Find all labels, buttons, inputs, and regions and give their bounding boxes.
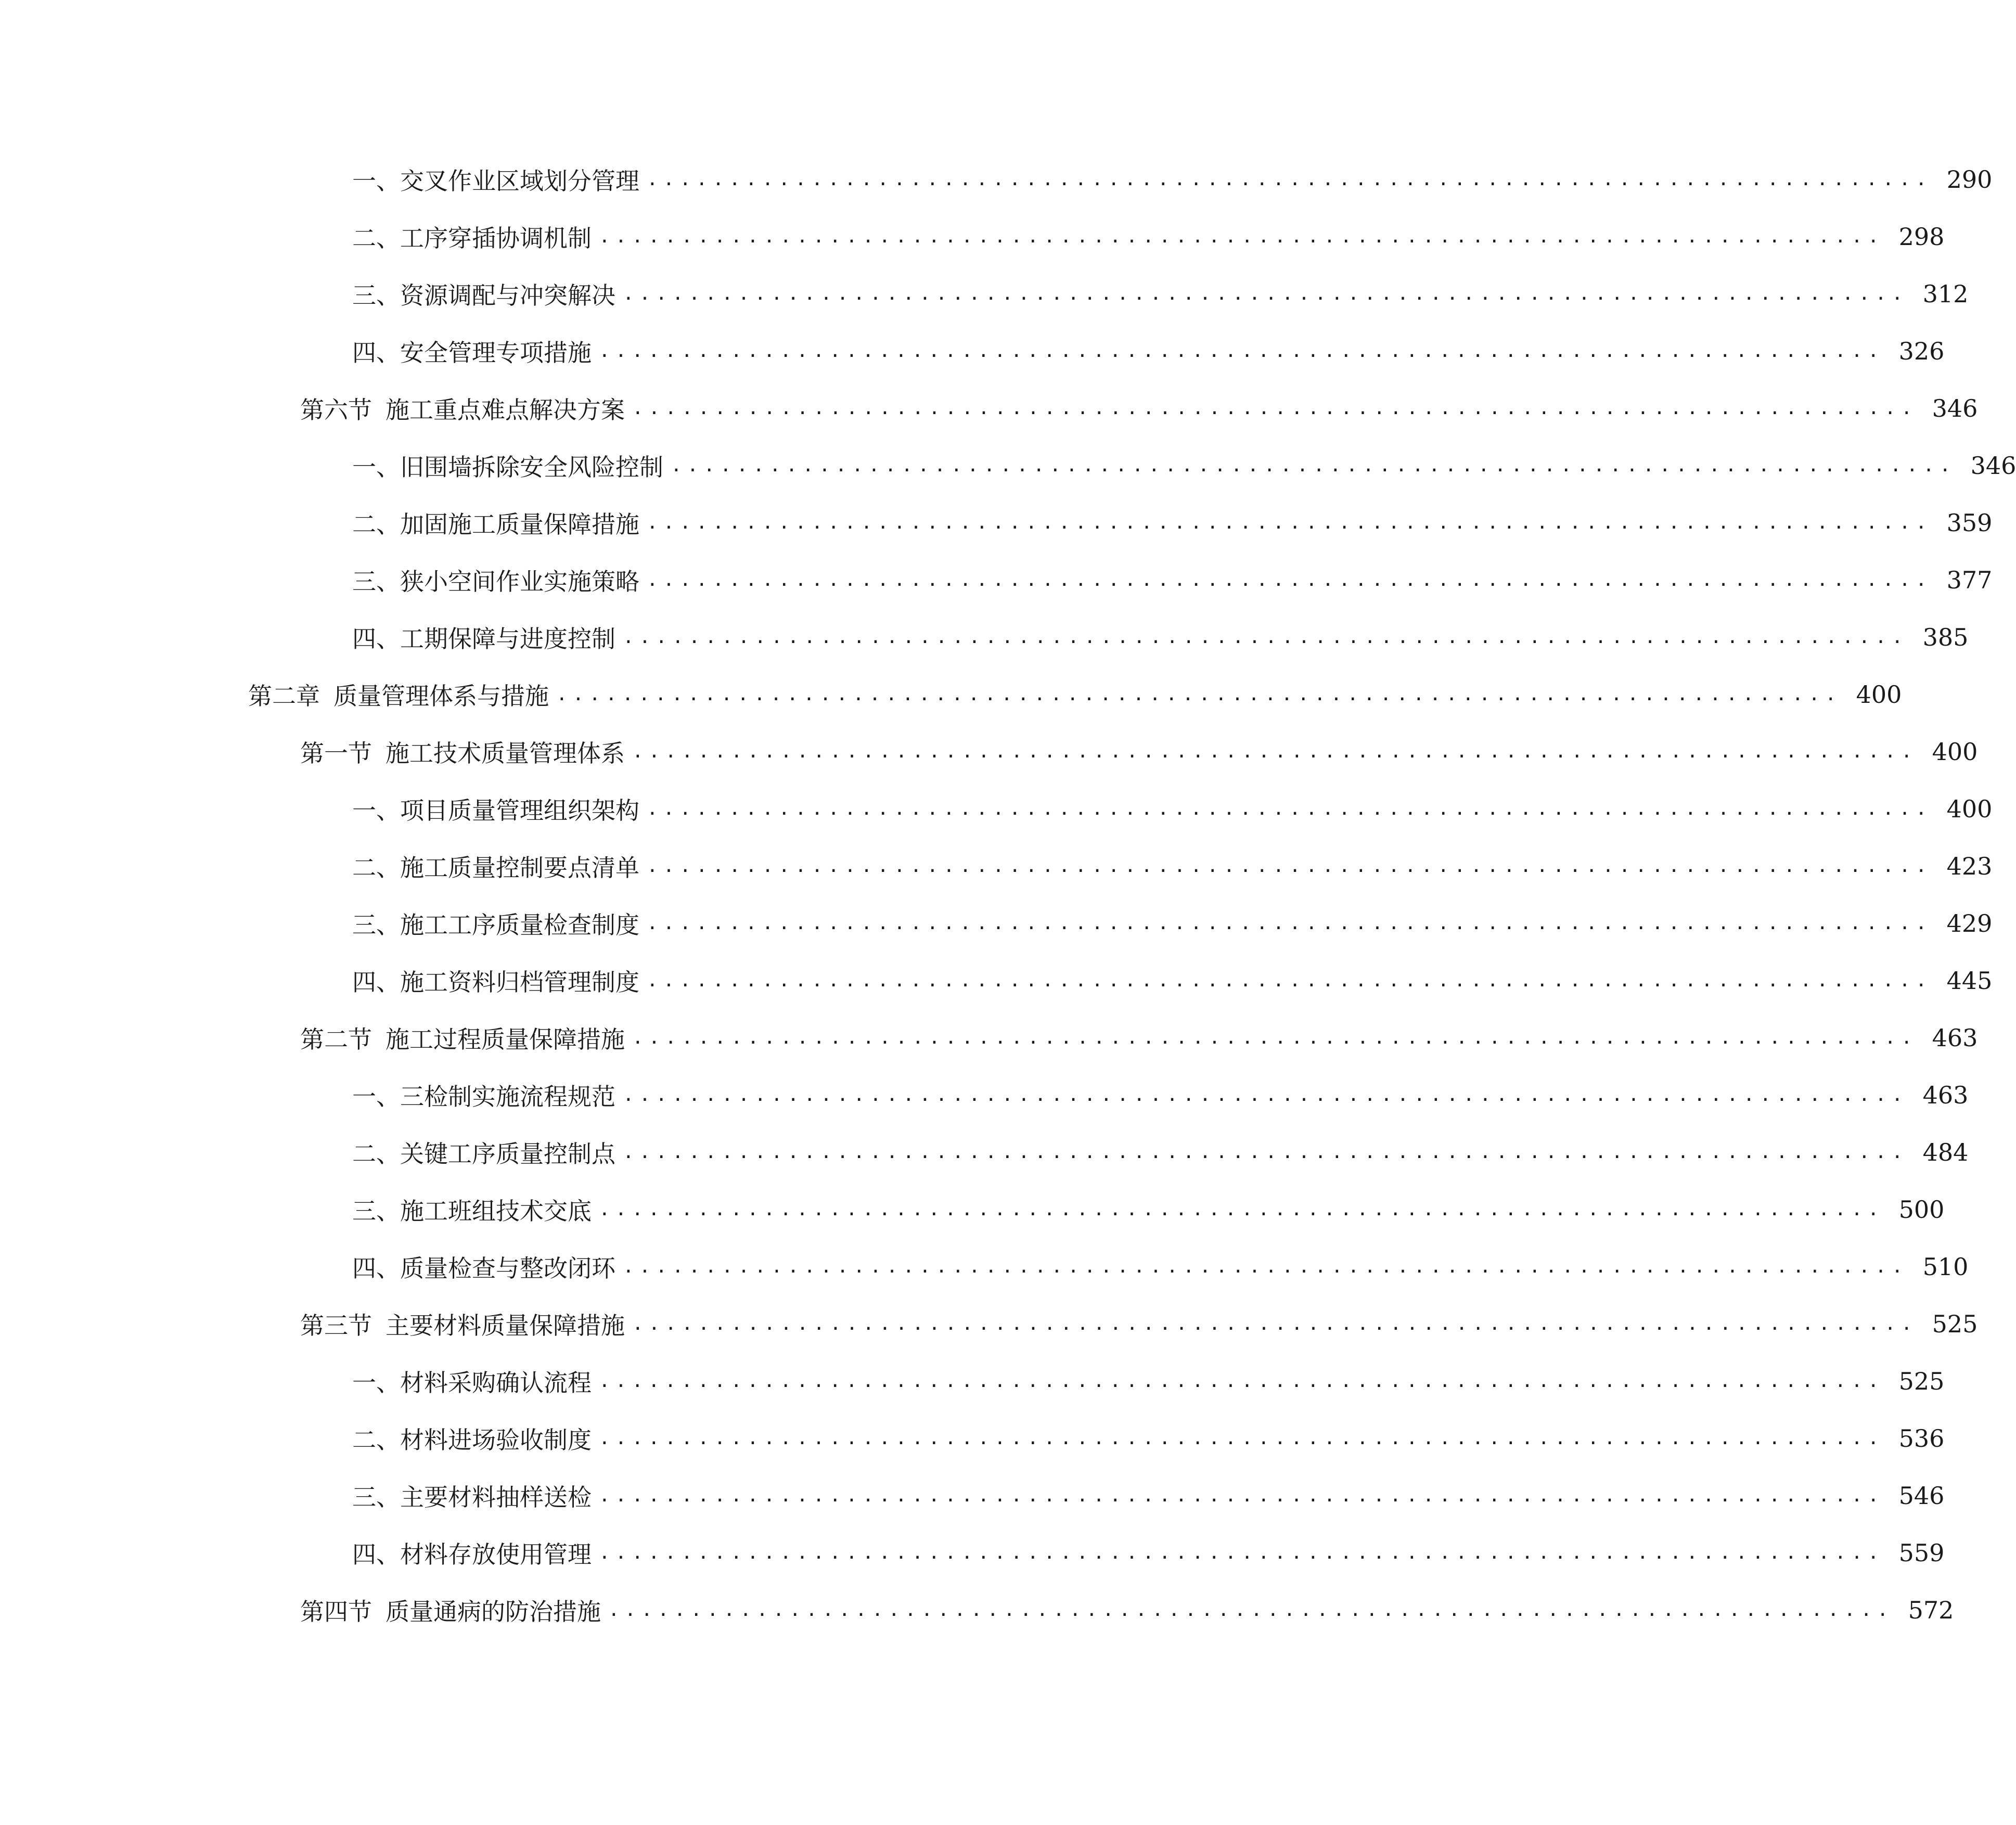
toc-entry[interactable]	[0, 437, 2016, 494]
toc-entry[interactable]	[0, 1410, 1945, 1467]
toc-dot-leader: ..............................................................................	[623, 1256, 1908, 1277]
toc-entry-page: 400	[1932, 738, 1978, 766]
toc-entry-title: 施工技术质量管理体系	[386, 739, 625, 767]
toc-entry-number: 二、	[352, 1426, 400, 1454]
toc-entry-number: 一、	[352, 167, 400, 195]
toc-entry-title: 交叉作业区域划分管理	[400, 167, 639, 195]
toc-entry-number: 二、	[352, 224, 400, 252]
toc-entry-title: 主要材料抽样送检	[400, 1483, 592, 1511]
toc-entry-number: 四、	[352, 1540, 400, 1569]
toc-entry-number: 三、	[352, 281, 400, 310]
toc-entry[interactable]	[0, 895, 1993, 952]
toc-entry-title: 施工资料归档管理制度	[400, 968, 639, 996]
toc-entry[interactable]	[0, 780, 1993, 838]
toc-entry[interactable]	[0, 838, 1993, 895]
toc-entry-number: 第六节	[300, 396, 372, 424]
toc-entry[interactable]	[0, 609, 1969, 666]
toc-dot-leader: ..............................................................................	[623, 283, 1908, 304]
toc-entry-number: 一、	[352, 1083, 400, 1111]
toc-dot-leader: ..............................................................................	[599, 1485, 1884, 1506]
toc-dot-leader: ..............................................................................	[647, 798, 1932, 819]
toc-entry-page: 484	[1922, 1138, 1969, 1166]
toc-entry-page: 546	[1898, 1482, 1945, 1510]
toc-entry-title: 材料进场验收制度	[400, 1426, 592, 1454]
toc-dot-leader: ..............................................................................	[599, 1542, 1884, 1563]
table-of-contents	[0, 151, 2016, 1639]
toc-dot-leader: ..............................................................................	[623, 1141, 1908, 1163]
toc-entry-number: 二、	[352, 510, 400, 538]
toc-entry-number: 第四节	[300, 1598, 372, 1626]
toc-entry[interactable]	[0, 323, 1945, 380]
toc-entry-number: 四、	[352, 968, 400, 996]
toc-entry-page: 326	[1898, 337, 1945, 365]
toc-entry[interactable]	[0, 723, 1978, 780]
toc-entry-title: 材料存放使用管理	[400, 1540, 592, 1569]
toc-entry[interactable]	[0, 666, 1902, 723]
toc-entry-title: 施工班组技术交底	[400, 1197, 592, 1225]
toc-entry-page: 385	[1922, 623, 1969, 651]
toc-entry-number: 四、	[352, 1254, 400, 1282]
toc-entry[interactable]	[0, 1295, 1978, 1353]
toc-entry-page: 536	[1898, 1424, 1945, 1453]
toc-entry[interactable]	[0, 494, 1993, 551]
toc-entry-title: 材料采购确认流程	[400, 1369, 592, 1397]
toc-entry-page: 400	[1856, 680, 1902, 709]
toc-entry[interactable]	[0, 265, 1969, 323]
toc-dot-leader: ..............................................................................	[671, 455, 1956, 476]
toc-entry-title: 狭小空间作业实施策略	[400, 568, 639, 596]
toc-entry[interactable]	[0, 551, 1993, 609]
toc-dot-leader: ..............................................................................	[647, 912, 1932, 934]
toc-entry-page: 572	[1908, 1596, 1954, 1624]
toc-dot-leader: ..............................................................................	[647, 169, 1932, 190]
toc-dot-leader: ..............................................................................	[599, 1370, 1884, 1392]
toc-dot-leader: ..............................................................................	[599, 1199, 1884, 1220]
toc-entry-title: 质量管理体系与措施	[333, 682, 549, 710]
toc-entry-page: 429	[1946, 909, 1993, 937]
toc-dot-leader: ..............................................................................	[599, 226, 1884, 247]
toc-entry-title: 资源调配与冲突解决	[400, 281, 615, 310]
toc-entry-title: 项目质量管理组织架构	[400, 796, 639, 825]
toc-entry-title: 施工过程质量保障措施	[386, 1025, 625, 1053]
toc-entry-title: 质量通病的防治措施	[386, 1598, 601, 1626]
toc-entry[interactable]	[0, 208, 1945, 265]
toc-entry-title: 加固施工质量保障措施	[400, 510, 639, 538]
toc-entry-title: 旧围墙拆除安全风险控制	[400, 453, 663, 481]
toc-entry-title: 工期保障与进度控制	[400, 625, 615, 653]
toc-entry-number: 一、	[352, 1369, 400, 1397]
toc-entry-number: 三、	[352, 568, 400, 596]
toc-entry-number: 第三节	[300, 1312, 372, 1340]
toc-entry[interactable]	[0, 151, 1993, 208]
toc-entry-number: 一、	[352, 796, 400, 825]
toc-entry-page: 377	[1946, 566, 1993, 594]
toc-entry-number: 二、	[352, 1140, 400, 1168]
toc-entry-page: 359	[1946, 509, 1993, 537]
toc-entry-page: 290	[1946, 165, 1993, 194]
toc-entry-title: 施工质量控制要点清单	[400, 854, 639, 882]
toc-dot-leader: ..............................................................................	[608, 1599, 1894, 1621]
toc-dot-leader: ..............................................................................	[623, 1084, 1908, 1106]
toc-dot-leader: ..............................................................................	[623, 626, 1908, 648]
toc-dot-leader: ..............................................................................	[647, 970, 1932, 991]
toc-dot-leader: ..............................................................................	[599, 1428, 1884, 1449]
toc-entry[interactable]	[0, 1124, 1969, 1181]
toc-entry-page: 525	[1932, 1310, 1978, 1338]
toc-entry[interactable]	[0, 1009, 1978, 1066]
toc-entry[interactable]	[0, 952, 1993, 1009]
toc-dot-leader: ..............................................................................	[632, 741, 1918, 762]
toc-entry-title: 质量检查与整改闭环	[400, 1254, 615, 1282]
toc-entry-page: 346	[1970, 452, 2016, 480]
toc-entry-title: 关键工序质量控制点	[400, 1140, 615, 1168]
toc-entry-number: 第二章	[248, 682, 320, 710]
toc-entry-page: 525	[1898, 1367, 1945, 1395]
toc-entry-page: 445	[1946, 967, 1993, 995]
toc-dot-leader: ..............................................................................	[632, 1313, 1918, 1334]
toc-entry-page: 500	[1898, 1196, 1945, 1224]
toc-dot-leader: ..............................................................................	[632, 1027, 1918, 1048]
toc-entry[interactable]	[0, 380, 1978, 437]
toc-entry-page: 312	[1922, 280, 1969, 308]
toc-entry[interactable]	[0, 1353, 1945, 1410]
toc-entry-number: 三、	[352, 1483, 400, 1511]
toc-entry-number: 三、	[352, 1197, 400, 1225]
toc-entry-title: 三检制实施流程规范	[400, 1083, 615, 1111]
toc-entry-title: 安全管理专项措施	[400, 339, 592, 367]
toc-dot-leader: ..............................................................................	[647, 512, 1932, 533]
toc-entry[interactable]	[0, 1066, 1969, 1124]
toc-entry-page: 400	[1946, 795, 1993, 823]
toc-entry-page: 463	[1932, 1024, 1978, 1052]
toc-entry[interactable]	[0, 1467, 1945, 1524]
toc-dot-leader: ..............................................................................	[632, 397, 1918, 419]
toc-entry-number: 四、	[352, 625, 400, 653]
toc-entry-page: 423	[1946, 852, 1993, 880]
toc-entry-title: 主要材料质量保障措施	[386, 1312, 625, 1340]
toc-entry-title: 工序穿插协调机制	[400, 224, 592, 252]
toc-entry[interactable]	[0, 1582, 1954, 1639]
toc-dot-leader: ..............................................................................	[647, 855, 1932, 877]
toc-entry-number: 一、	[352, 453, 400, 481]
toc-entry-number: 四、	[352, 339, 400, 367]
toc-entry-page: 463	[1922, 1081, 1969, 1109]
toc-entry-number: 第一节	[300, 739, 372, 767]
toc-entry-title: 施工工序质量检查制度	[400, 911, 639, 939]
toc-entry-number: 三、	[352, 911, 400, 939]
toc-entry-page: 346	[1932, 394, 1978, 422]
toc-entry[interactable]	[0, 1181, 1945, 1238]
toc-dot-leader: ..............................................................................	[647, 569, 1932, 590]
toc-entry-title: 施工重点难点解决方案	[386, 396, 625, 424]
toc-entry[interactable]	[0, 1524, 1945, 1582]
toc-dot-leader: ..............................................................................	[599, 340, 1884, 362]
toc-dot-leader: ..............................................................................	[556, 684, 1842, 705]
toc-entry-page: 559	[1898, 1539, 1945, 1567]
toc-entry-number: 二、	[352, 854, 400, 882]
toc-entry[interactable]	[0, 1238, 1969, 1295]
toc-entry-page: 298	[1898, 223, 1945, 251]
toc-entry-number: 第二节	[300, 1025, 372, 1053]
toc-entry-page: 510	[1922, 1253, 1969, 1281]
